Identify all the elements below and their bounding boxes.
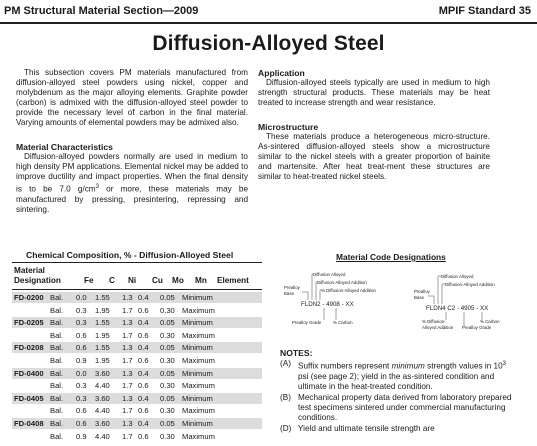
note-b [280,393,512,423]
cell-c: 0.9 [76,431,87,441]
cell-el: Minimum [182,393,213,403]
table-row [12,380,262,391]
cell-cu: 1.7 [122,431,133,441]
cell-des: FD-0200 [14,293,44,302]
cell-des: FD-0208 [14,343,44,353]
left-pct-carbon: % Carbon [333,320,353,325]
right-addition: Diffusion-Alloyed Addition [445,282,495,287]
cell-ni: 1.95 [95,356,110,365]
cell-cu: 1.3 [122,293,133,302]
cell-mn: 0.30 [160,330,175,340]
cell-fe: Bal. [50,305,64,315]
notes-heading: NOTES: [280,348,313,358]
application-heading: Application [258,68,305,78]
cell-c: 0.3 [76,305,87,315]
cell-mo: 0.6 [138,305,149,315]
note-a-text [298,359,512,392]
cell-cu: 1.7 [122,305,133,315]
cell-el: Minimum [182,419,213,428]
cell-el: Maximum [182,381,215,391]
cell-cu: 1.3 [122,343,133,353]
standard-label: MPIF Standard 35 [438,5,531,17]
cell-fe: Bal. [50,406,64,416]
table-rule-top [12,262,262,263]
cell-mn: 0.30 [160,431,175,441]
table-row [12,342,262,353]
right-leader-addition [442,284,445,304]
microstructure-heading: Microstructure [258,122,319,132]
table-row [12,317,262,328]
cell-des: FD-0405 [14,393,44,403]
cell-mo: 0.6 [138,431,149,441]
cell-ni: 1.55 [95,318,110,328]
cell-c: 0.9 [76,356,87,365]
note-b-letter: (B) [280,392,291,402]
table-rule-mid [12,289,262,290]
notes-section [280,348,512,434]
note-d [280,424,512,434]
composition-title: Chemical Composition, % - Diffusion-Alloyed Steel [26,250,234,260]
note-a-pre: Suffix numbers represent [298,361,392,371]
table-row [12,305,262,316]
right-column [258,68,490,182]
header-cu: Cu [152,276,163,285]
cell-fe: Bal. [50,381,64,391]
cell-el: Minimum [182,293,213,302]
table-row [12,431,262,442]
cell-cu: 1.7 [122,381,133,391]
cell-mo: 0.4 [138,318,149,328]
cell-mn: 0.05 [160,419,175,428]
cell-el: Maximum [182,305,215,315]
cell-el: Minimum [182,343,213,353]
left-addition: Diffusion-Alloyed Addition [317,280,367,285]
table-row [12,368,262,379]
microstructure-paragraph: These materials produce a heterogeneous micro-structure. As-sintered diffusion-alloyed steels show a microstructure similar to the nickel steels with a greater proportion of bainite and martensite. After heat treat-ment these structures are similar to heat-treated nickel steels. [258,132,490,181]
material-characteristics-heading: Material Characteristics [16,142,113,152]
left-prealloy-line1: Prealloy [284,285,300,290]
note-a [280,359,512,392]
header-designation-line1: Material [14,266,45,275]
header-mn: Mn [195,276,207,285]
cell-ni: 1.95 [95,330,110,340]
right-pct-line2: Alloyed Addition [422,325,454,330]
table-row [12,405,262,416]
table-row [12,292,262,303]
cell-mo: 0.6 [138,356,149,365]
cell-c: 0.0 [76,368,87,378]
cell-mo: 0.6 [138,381,149,391]
cell-mn: 0.05 [160,343,175,353]
header-designation [14,266,61,286]
cell-cu: 1.3 [122,368,133,378]
header-ni: Ni [128,276,137,285]
table-row [12,418,262,429]
cell-c: 0.3 [76,318,87,328]
cell-c: 0.6 [76,419,87,428]
application-paragraph: Diffusion-alloyed steels typically are used in medium to high strength structural products. These materials may be heat treated to increase strength and wear resistance. [258,78,490,107]
cell-mn: 0.30 [160,305,175,315]
section-title: PM Structural Material Section—2009 [4,5,199,17]
cell-fe: Bal. [50,393,64,403]
cell-des: FD-0408 [14,419,44,428]
cell-el: Maximum [182,330,215,340]
cell-ni: 1.55 [95,343,110,353]
header-c: C [109,276,115,285]
intro-paragraph: This subsection covers PM materials manufactured from diffusion-alloyed steel powders using nickel, copper and molybdenum as the major alloying elements. Graphite powder (carbon) is admixed with the diffusion-alloyed steel powder to provide the necessary level of carbon in the final material. Varying amounts of elemental powders may be admixed also. [16,68,248,127]
cell-mn: 0.05 [160,393,175,403]
cell-c: 0.3 [76,381,87,391]
material-code-diagram [284,266,524,340]
left-diffusion-alloyed: Diffusion Alloyed [313,272,346,277]
left-prealloy-grade: Prealloy Grade [292,320,322,325]
table-row [12,355,262,366]
cell-mo: 0.6 [138,406,149,416]
mc-superscript: 3 [95,184,99,190]
page-title: Diffusion-Alloyed Steel [152,32,385,55]
cell-cu: 1.3 [122,393,133,403]
cell-el: Minimum [182,368,213,378]
right-prealloy-line2: Base [414,295,425,300]
cell-mn: 0.05 [160,293,175,302]
cell-mn: 0.30 [160,406,175,416]
cell-ni: 4.40 [95,406,110,416]
cell-fe: Bal. [50,431,64,441]
cell-ni: 1.55 [95,293,110,302]
right-code: FLDN4 C2 - 4905 - XX [426,305,489,312]
cell-mn: 0.05 [160,318,175,328]
header-mo: Mo [172,276,184,285]
cell-ni: 4.40 [95,431,110,441]
cell-mo: 0.4 [138,368,149,378]
cell-c: 0.3 [76,393,87,403]
page-header [0,0,537,24]
cell-des: FD-0205 [14,318,44,328]
cell-el: Maximum [182,406,215,416]
cell-cu: 1.7 [122,406,133,416]
cell-fe: Bal. [50,356,64,365]
cell-fe: Bal. [50,318,64,328]
right-pct-line1: % Diffusion- [422,319,446,324]
cell-fe: Bal. [50,368,64,378]
cell-mn: 0.30 [160,356,175,365]
cell-fe: Bal. [50,419,64,428]
cell-mn: 0.05 [160,368,175,378]
cell-mo: 0.4 [138,293,149,302]
left-leader-prealloy [302,292,308,300]
cell-c: 0.6 [76,330,87,340]
header-element: Element [217,276,249,285]
cell-ni: 3.60 [95,419,110,428]
cell-mn: 0.30 [160,381,175,391]
material-code-title: Material Code Designations [336,252,446,262]
cell-cu: 1.7 [122,356,133,365]
cell-fe: Bal. [50,330,64,340]
note-d-letter: (D) [280,423,292,433]
cell-el: Maximum [182,356,215,365]
left-prealloy-line2: Base [284,291,295,296]
cell-cu: 1.3 [122,419,133,428]
cell-cu: 1.3 [122,318,133,328]
material-characteristics-paragraph [16,152,248,215]
header-designation-line2: Designation [14,276,61,285]
left-code: FLDN2 - 4908 - XX [301,301,354,308]
mc-text-after: or more, these materials may be manufactured by pressing, presintering, repressing and sintering. [16,184,248,214]
cell-mo: 0.4 [138,419,149,428]
cell-des: FD-0400 [14,368,44,378]
left-leader-diffusion [312,274,313,300]
cell-c: 0.6 [76,406,87,416]
note-b-text: Mechanical property data derived from laboratory prepared test specimens sintered under commercial manufacturing conditions. [298,392,512,422]
left-pct-addition: % Diffusion-Alloyed Addition [321,288,376,293]
note-a-italic: minimum [391,361,425,371]
cell-fe: Bal. [50,343,64,353]
cell-ni: 4.40 [95,381,110,391]
cell-c: 0.6 [76,343,87,353]
note-a-letter: (A) [280,359,291,368]
note-a-post: psi (see page 2); yield in the as-sintered condition and ultimate in the heat-treated condition. [298,371,495,391]
note-a-mid: strength values in 10 [424,361,503,371]
right-pct-carbon: % Carbon [480,319,500,324]
mc-text-before: Diffusion-alloyed powders normally are used in medium to high density PM applications. Elemental nickel may be added to improve ductility and impact properties. When the final density is to be 7.0 g/cm [16,152,248,194]
right-prealloy-grade: Prealloy Grade [462,325,492,330]
note-a-sup: 3 [502,361,507,367]
note-d-text: Yield and ultimate tensile strength are [298,423,435,433]
cell-el: Maximum [182,431,215,441]
cell-mo: 0.6 [138,330,149,340]
cell-mo: 0.4 [138,393,149,403]
cell-c: 0.0 [76,293,87,302]
header-fe: Fe [84,276,94,285]
header-rule [0,22,537,24]
cell-cu: 1.7 [122,330,133,340]
cell-ni: 3.60 [95,368,110,378]
cell-ni: 3.60 [95,393,110,403]
table-row [12,393,262,404]
right-leader-diffusion [438,276,441,304]
right-diffusion-alloyed: Diffusion Alloyed [441,274,474,279]
cell-fe: Bal. [50,293,64,302]
cell-ni: 1.95 [95,305,110,315]
cell-el: Minimum [182,318,213,328]
left-column [16,68,248,215]
right-prealloy-line1: Prealloy [414,289,430,294]
right-leader-prealloy [428,296,434,304]
table-row [12,330,262,341]
cell-mo: 0.4 [138,343,149,353]
